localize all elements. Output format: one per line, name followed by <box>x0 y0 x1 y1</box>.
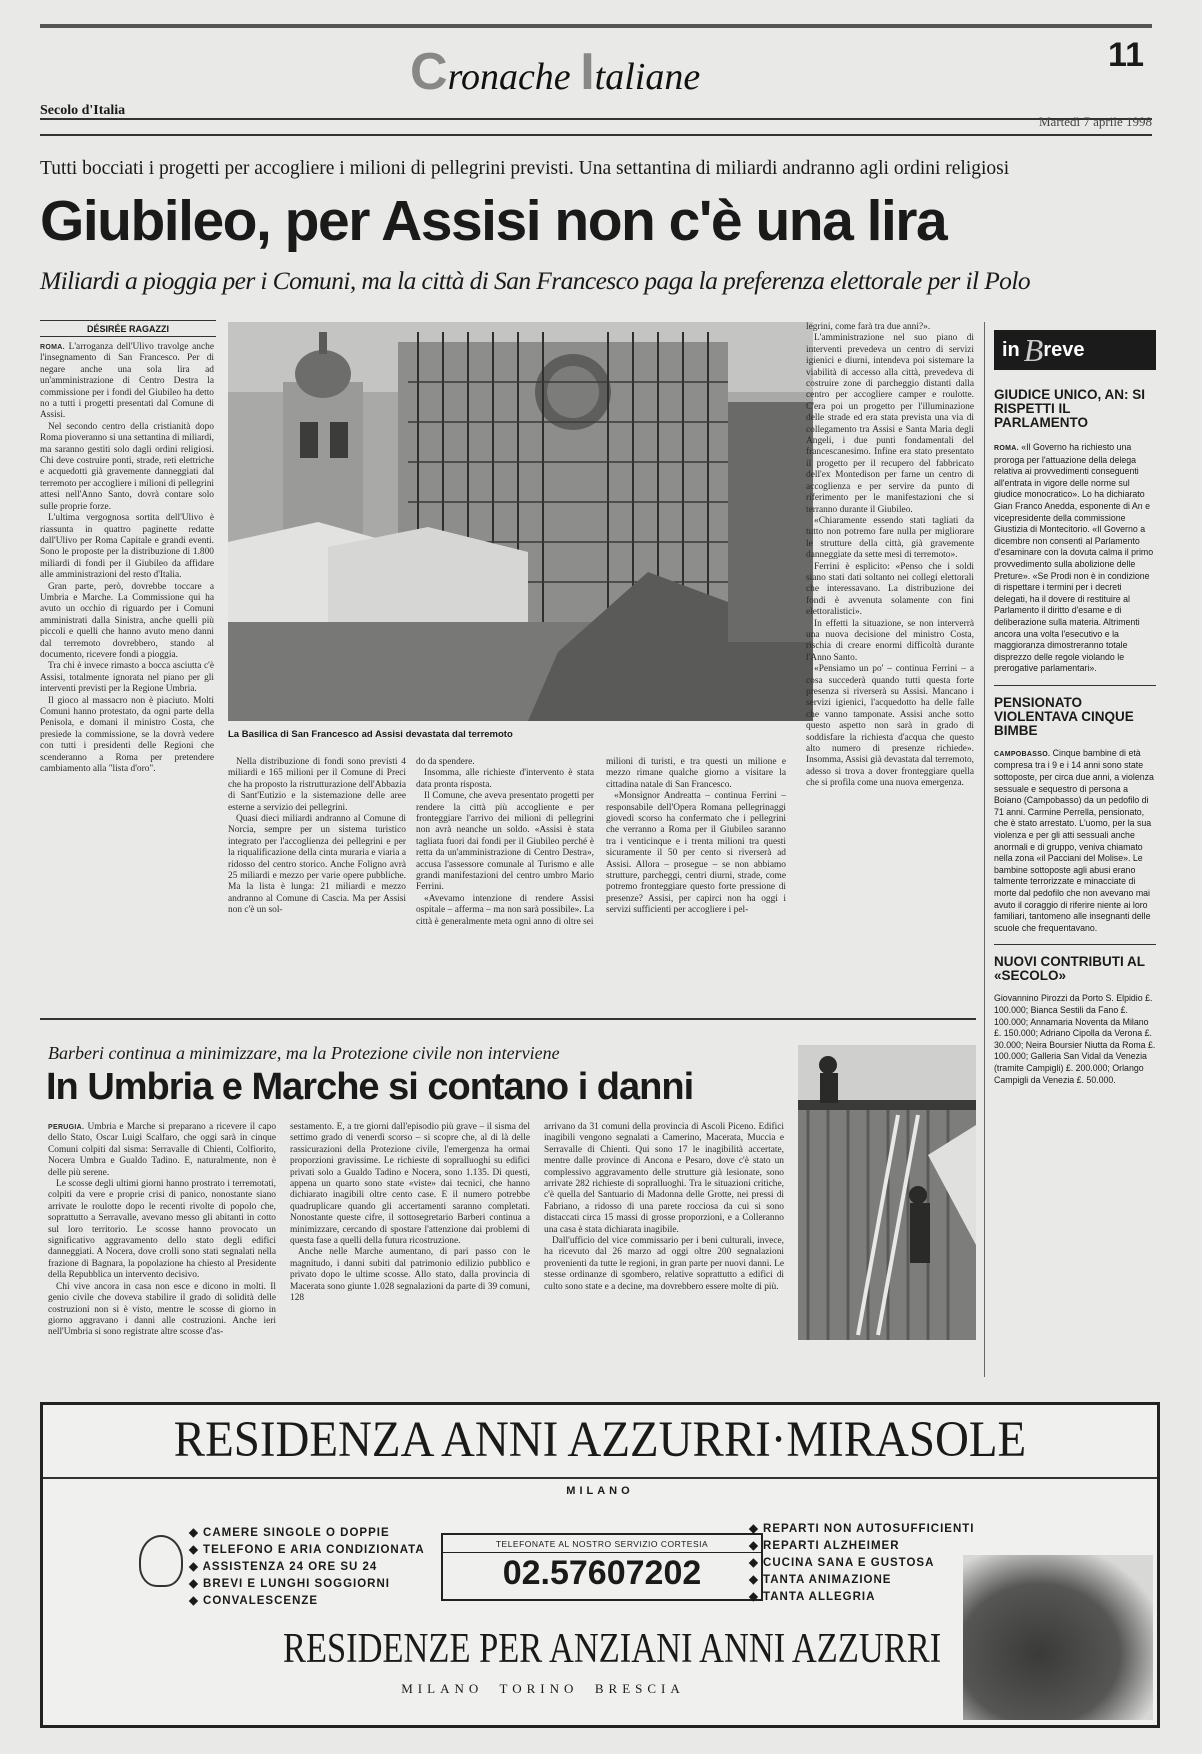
second-article-rule <box>40 1018 976 1020</box>
ad-feature-text: REPARTI ALZHEIMER <box>763 1540 900 1552</box>
main-paragraph: «Chiaramente essendo stati tagliati da tutto non potremo fare nulla per migliorare le strutture della città, già gravemente danneggiate da sette mesi di terremoto». <box>806 515 974 561</box>
ad-feature-text: BREVI E LUNGHI SOGGIORNI <box>203 1578 390 1590</box>
ad-feature-text: CUCINA SANA E GUSTOSA <box>763 1557 935 1569</box>
workers-photo-illustration <box>798 1045 976 1340</box>
ad-city: MILANO <box>566 1485 634 1497</box>
photo-caption: La Basilica di San Francesco ad Assisi devastata dal terremoto <box>228 729 513 740</box>
header-rule-2 <box>40 134 1152 136</box>
brief-dateline: ROMA. <box>994 445 1019 452</box>
ad-feature-text: REPARTI NON AUTOSUFFICIENTI <box>763 1523 975 1535</box>
main-paragraph: do da spendere. <box>416 757 475 767</box>
header-rule-1 <box>40 118 1152 120</box>
section-title-initial-i: I <box>580 43 595 101</box>
main-paragraph: «Monsignor Andreatta – continua Ferrini – responsabile dell'Opera Romana pellegrinaggi giovedì scorso ha confermato che i pellegrini che verranno a Roma per il Giubileo saranno tra i venticinque e i trenta milioni tra questi sicuramente il 50 per cento si riverserà ad Assisi. Allora – prosegue – se non abbiamo strutture, parcheggi, centri diurni, strade, come potremo fronteggiare questo forte pressione di presenze? Assisi, per capirci non ha oggi i servizi sufficienti per accogliere i pel- <box>606 791 786 916</box>
advertisement <box>40 1402 1160 1728</box>
ad-feature-text: ASSISTENZA 24 ORE SU 24 <box>202 1561 378 1573</box>
ad-phone-box <box>441 1533 763 1601</box>
ad-feature-item: ◆ CONVALESCENZE <box>189 1595 319 1607</box>
ad-phone-number: 02.57607202 <box>502 1554 702 1592</box>
ad-feature-text: TANTA ANIMAZIONE <box>763 1574 892 1586</box>
second-column-3 <box>544 1122 784 1384</box>
second-paragraph: arrivano da 31 comuni della provincia di Ascoli Piceno. Edifici inagibili vengono segnalati a Camerino, Macerata, Muccia e Serravalle di Chienti. Qui sono 17 le inagibilità accertate, mentre dalle province di Ancona e Pesaro, dove c'è stato un complessivo aggravamento delle strutture già lesionate, sono arrivate 282 richieste di sopralluoghi. Tra le situazioni critiche, c'è quella del Santuario di Madonna delle Grotte, nei pressi di Fabriano, a ridosso di una parete rocciosa da cui si sono distaccati circa 15 massi di grosse proporzioni, e a Colleranno una casa è stata dichiarata inagibile. <box>544 1122 784 1235</box>
second-column-2 <box>290 1122 530 1384</box>
section-title <box>410 42 700 102</box>
logo-reve: reve <box>1043 338 1085 361</box>
main-paragraph: Ferrini è esplicito: «Penso che i soldi siano stati dati soltanto nei collegi elettorali che interessavano. La distribuzione dei fondi è avvenuta solamente con fini elettoralistici». <box>806 561 974 618</box>
author-byline: DÉSIRÉE RAGAZZI <box>86 324 169 334</box>
masthead: Secolo d'Italia <box>40 103 126 118</box>
brief-title: PENSIONATO VIOLENTAVA CINQUE BIMBE <box>994 694 1134 738</box>
main-paragraph: In effetti la situazione, se non interverrà una nuova decisione del ministro Costa, rischia di creare enormi difficoltà durante l'Anno Santo. <box>806 618 974 663</box>
brief-body: «Il Governo ha richiesto una proroga per l'attuazione della delega relativa ai provvedimenti conseguenti all'entrata in vigore delle norme sul giudice monocratico». Lo ha dichiarato Gian Franco Anedda, esponente di An e vicepresidente della commissione Giustizia di Montecitorio. «Il Governo a dicembre non consentì al Parlamento d'esaminare con la dovuta calma il primo provvedimento sulla abolizione delle Preture». «Se Prodi non è in condizione di rispettare i termini per i decreti delegati, ha il dovere di restituire al Parlamento il diritto d'esame e di deliberazione sulla materia. Altrimenti ancora una volta l'esecutivo e la maggioranza dimostreranno totale disprezzo delle regole violando le prerogative parlamentari». <box>994 442 1154 674</box>
section-title-part-2: taliane <box>594 56 701 98</box>
second-paragraph: Anche nelle Marche aumentano, di pari passo con le magnitudo, i danni subiti dal patrimonio edilizio pubblico e privato dopo le ultime scosse. Allo stato, dalla provincia di Macerata sono giunte 1.028 segnalazioni da parte di 39 comuni, 128 <box>290 1247 530 1304</box>
ad-cities: MILANO TORINO BRESCIA <box>401 1681 685 1696</box>
top-rule <box>40 24 1152 28</box>
brief-body: Cinque bambine di età compresa tra i 9 e i 14 anni sono state sottoposte, per circa due anni, a violenza sessuale e sequestro di persona a Boiano (Campobasso) da un pedofilo di 71 anni. Carmine Perrella, pensionato, che è stato arrestato. L'uomo, per la sua violenza e per gli atti sessuali anche anormali e di gruppo, veniva chiamato nella zona «il Pacciani del Molise». Le bambine sottoposte agli abusi erano talmente terrorizzate e minacciate di morte dal pedofilo che non avevano mai avuto il coraggio di riferire niente ai loro familiari, tantomeno alle insegnanti delle scuole che frequentavano. <box>994 747 1154 933</box>
main-column-2 <box>228 757 406 1002</box>
ad-feature-text: CAMERE SINGOLE O DOPPIE <box>203 1527 390 1539</box>
ad-phone-label: TELEFONATE AL NOSTRO SERVIZIO CORTESIA <box>443 1539 761 1553</box>
main-paragraph: Tra chi è invece rimasto a bocca asciutta c'è Assisi, totalmente ignorata nel piano per gli interventi previsti per la Regione Umbria. <box>40 661 214 695</box>
author-rule-2 <box>40 336 216 337</box>
main-paragraph: Nella distribuzione di fondi sono previsti 4 miliardi e 165 milioni per il Comune di Preci che ha proposto la ristrutturazione dell'Abbazia di Sant'Eutizio e la sistemazione delle aree esterne a servizio dei pellegrini. <box>228 757 406 813</box>
author-rule <box>40 320 216 321</box>
in-breve-logo <box>994 330 1156 370</box>
brief-title: NUOVI CONTRIBUTI AL «SECOLO» <box>994 954 1145 984</box>
brief-text: Giovannino Pirozzi da Porto S. Elpidio £. 100.000; Bianca Sestili da Fano £. 100.000; Annamaria Noventa da Milano £. 150.000; Adriano Cipolla da Verona £. 30.000; Neira Boursier Niutta da Roma £. 100.000; Galleria San Vidal da Venezia (tramite Campigli) £. 200.000; Orlango Campigli da Venezia £. 50.000. <box>994 993 1156 1085</box>
main-paragraph: «Pensiamo un po' – continua Ferrini – a cosa succederà quando tutti questa forte presenza si riverserà su Assisi. Mancano i servizi igienici, l'acquedotto ha delle falle che vanno tamponate. Assisi anche sotto questo aspetto non sarà in grado di soddisfare la richiesta d'acqua che questo alto numero di presenze richiede». Insomma, Assisi già devastata dal terremoto, adesso si trova a dover fronteggiare quella che si profila come una nuova emergenza. <box>806 664 974 789</box>
basilica-photo <box>228 322 813 721</box>
sidebar <box>994 330 1156 1375</box>
main-headline: Giubileo, per Assisi non c'è una lira <box>40 189 947 253</box>
second-kicker: Barberi continua a minimizzare, ma la Protezione civile non interviene <box>48 1043 560 1063</box>
brief-dateline: CAMPOBASSO. <box>994 750 1051 758</box>
section-title-part-1: ronache <box>447 56 581 98</box>
second-headline: In Umbria e Marche si contano i danni <box>46 1066 694 1108</box>
brief-title: GIUDICE UNICO, AN: SI RISPETTI IL PARLAMENTO <box>994 387 1146 430</box>
brief-divider <box>994 944 1156 945</box>
main-paragraph: milioni di turisti, e tra questi un milione e mezzo rimane qualche giorno a visitare la cittadina natale di San Francesco. <box>606 757 786 790</box>
main-paragraph: «Avevamo intenzione di rendere Assisi ospitale – afferma – ma non sarà possibile». La città è generalmente meta ogni anno di oltre sei <box>416 893 594 927</box>
section-title-initial-c: C <box>410 43 448 101</box>
main-paragraph: legrini, come farà tra due anni?». <box>806 322 931 332</box>
main-paragraph: Nel secondo centro della cristianità dopo Roma pioveranno si una settantina di miliardi, ma saranno gestiti solo dagli ordini religiosi. Chi deve costruire ponti, strade, reti elettriche e acquedotti già gravemente danneggiati dal terremoto per accogliere i milioni di pellegrini attesi nell'Anno Santo, dovrà contare solo sulle proprie forze. <box>40 421 214 512</box>
ad-right-list <box>749 1521 974 1606</box>
sidebar-divider <box>984 322 985 1377</box>
ad-feature-text: TELEFONO E ARIA CONDIZIONATA <box>203 1544 425 1556</box>
main-paragraph: Quasi dieci miliardi andranno al Comune di Norcia, sempre per un sistema turistico integrato per l'accoglienza dei pellegrini e per la riqualificazione della cinta muraria e viaria a ridosso del centro storico. Anche Foligno avrà 25 miliardi e mezzo per varie opere pubbliche. Ma la lista è lunga: 21 miliardi e mezzo andranno al Comune di Cascia. Ma per Assisi non c'è un sol- <box>228 814 406 916</box>
second-paragraph <box>48 1122 276 1179</box>
main-paragraph <box>40 342 214 422</box>
second-column-1 <box>48 1122 276 1384</box>
ad-feature-item: ◆ REPARTI ALZHEIMER <box>749 1540 900 1552</box>
main-column-1 <box>40 342 214 1002</box>
main-paragraph: Il Comune, che aveva presentato progetti per rendere la città più accogliente e per fronteggiare l'arrivo dei milioni di pellegrini non avrà neanche un soldo. «Assisi è stata tagliata fuori dai fondi per il Giubileo perché è retta da un'amministrazione di Centro Destra», accusa l'assessore comunale al Turismo e alle grandi manifestazioni del centro umbro Mario Ferrini. <box>416 791 594 893</box>
main-column-3 <box>416 757 594 1002</box>
ad-rule <box>43 1477 1157 1479</box>
brief-divider <box>994 685 1156 686</box>
main-kicker: Tutti bocciati i progetti per accogliere i milioni di pellegrini previsti. Una settantina di miliardi andranno agli ordini religiosi <box>40 158 1010 179</box>
main-column-5 <box>806 322 974 1002</box>
logo-in: in <box>1002 338 1020 361</box>
ad-feature-item: ◆ TANTA ALLEGRIA <box>749 1591 876 1603</box>
main-paragraph: L'ultima vergognosa sortita dell'Ulivo è riassunta in quattro paginette redatte dall'Ulivo per Roma Capitale e grandi eventi. Sono le proposte per la distribuzione di 1.800 miliardi di fondi per il Giubileo da affidare alle amministrazioni del resto d'Italia. <box>40 513 214 581</box>
ad-logo <box>139 1535 183 1587</box>
main-paragraph: Il gioco al massacro non è piaciuto. Molti Comuni hanno protestato, da ogni parte della Penisola, e domani il ministro Costa, che presiede la commissione, se la dovrà vedere con tutti i presidenti delle Regioni che scenderanno a Roma per pretendere cambiamento alla "lista d'oro". <box>40 695 214 775</box>
ad-title: RESIDENZA ANNI AZZURRI·MIRASOLE <box>173 1412 1027 1468</box>
second-paragraph: Le scosse degli ultimi giorni hanno prostrato i terremotati, colpiti da vere e proprie crisi di panico, nonostante siano arrivate le roulotte dopo le recenti rivolte di popolo che, soprattutto a Serravalle, avevano messo gli abitanti in cotto sul loro territorio. Le scosse hanno provocato un significativo aggravamento dello stato degli edifici danneggiati. A Nocera, dove crolli sono stati segnalati nella frazione di Bagnara, la popolazione ha chiesto al Presidente della Repubblica un intervento decisivo. <box>48 1179 276 1281</box>
ad-feature-item: ◆ TELEFONO E ARIA CONDIZIONATA <box>189 1544 425 1556</box>
main-col1-text-0: L'arroganza dell'Ulivo travolge anche l'insegnamento di San Francesco. Per di negare anche una sola lira ad un'amministrazione di Centro Destra la commissione per i fondi del Giubileo ha detto no a tutti i progetti presentati dal Comune di Assisi. <box>40 342 214 421</box>
second-paragraph: sestamento. E, a tre giorni dall'episodio più grave – il sisma del settimo grado di venerdì scorso – si scopre che, al di là delle rassicurazioni della Protezione civile, l'emergenza ha ormai proporzioni gravissime. Le richieste di sopralluoghi su edifici privati solo a Gualdo Tadino e Nocera, sono 1.135. Di questi, appena un quarto sono state «viste» dai tecnici, che hanno dichiarato inagibili oltre cento case. E il numero potrebbe quadruplicare quando gli accertamenti saranno completati. Nonostante queste cifre, il sottosegretario Barberi continua a minimizzare, cercando di spostare l'attenzione dai problemi di questa fase a quelli della futura ricostruzione. <box>290 1122 530 1247</box>
second-col1-text-0: Umbria e Marche si preparano a ricevere il capo dello Stato, Oscar Luigi Scalfaro, che oggi sarà in cinque Comuni colpiti dal sisma: Serravalle di Chienti, Colfiorito, Nocera Umbra e Gualdo Tadino. E, naturalmente, non è delle più serene. <box>48 1122 276 1178</box>
issue-date: Martedì 7 aprile 1998 <box>1039 114 1152 129</box>
ad-feature-item: ◆ CAMERE SINGOLE O DOPPIE <box>189 1527 390 1539</box>
ad-feature-text: CONVALESCENZE <box>203 1595 319 1607</box>
second-paragraph: Chi vive ancora in casa non esce e dicono in molti. Il genio civile che doveva stabilire il grado di solidità delle costruzioni non si è visto, mentre le scosse di giorno in giorno aggravano i danni alle costruzioni. Anche ieri nell'Umbria si sono registrate altre scosse d'as- <box>48 1281 276 1338</box>
basilica-photo-illustration <box>228 322 813 721</box>
main-subheadline: Miliardi a pioggia per i Comuni, ma la città di San Francesco paga la preferenza elettorale per il Polo <box>40 266 1030 295</box>
ad-feature-item: ◆ TANTA ANIMAZIONE <box>749 1574 892 1586</box>
ad-bottom-title: RESIDENZE PER ANZIANI ANNI AZZURRI <box>283 1626 942 1672</box>
brief-text <box>994 748 1156 935</box>
ad-feature-item: ◆ CUCINA SANA E GUSTOSA <box>749 1557 935 1569</box>
main-dateline: ROMA. <box>40 344 65 351</box>
second-dateline: PERUGIA. <box>48 1124 85 1131</box>
logo-b: B <box>1023 331 1044 368</box>
ad-feature-item: ◆ ASSISTENZA 24 ORE SU 24 <box>189 1561 378 1573</box>
main-paragraph: L'amministrazione nel suo piano di interventi prevedeva un centro di servizi igienici e diurni, intendeva poi sistemare la viabilità di accesso alla città, prevedeva di costruire zone di parcheggio distanti dalla centro per accogliere camper e roulotte. C'era poi un progetto per l'illuminazione delle strade ed era stata prevista una via di collegamento tra Assisi e Santa Maria degli Angeli, i due punti fondamentali del francescanesimo. Infine era stato presentato il progetto per il recupero del fabbricato dell'ex Montedison per farne un centro di accoglienza e per servire da punto di riferimento per le manifestazioni che si terranno durante il Giubileo. <box>806 333 974 515</box>
main-column-4 <box>606 757 786 1002</box>
main-paragraph: Gran parte, però, dovrebbe toccare a Umbria e Marche. La Commissione qui ha avuto un occhio di riguardo per i Comuni amministrati dalla Sinistra, anche quelli più piccoli e quelli che hanno avuto meno danni dal terremoto dovrebbero, stando al documento, ricevere fondi a pioggia. <box>40 581 214 660</box>
page-number: 11 <box>1108 36 1144 74</box>
second-paragraph: Dall'ufficio del vice commissario per i beni culturali, invece, ha ricevuto dal 26 marzo ad oggi oltre 200 segnalazioni provenienti da tutte le regioni, in gran parte per nuovi danni. Le stesse ordinanze di sgombero, relative soprattutto a edifici di culto sono state e a decine, ma dovrebbero essere molte di più. <box>544 1236 784 1292</box>
ad-feature-text: TANTA ALLEGRIA <box>763 1591 876 1603</box>
ad-feature-item: ◆ REPARTI NON AUTOSUFFICIENTI <box>749 1523 975 1535</box>
main-paragraph: Insomma, alle richieste d'intervento è stata data pronta risposta. <box>416 768 594 790</box>
workers-photo <box>798 1045 976 1340</box>
ad-feature-item: ◆ BREVI E LUNGHI SOGGIORNI <box>189 1578 390 1590</box>
brief-text <box>994 442 1156 675</box>
ad-left-list <box>189 1525 425 1610</box>
